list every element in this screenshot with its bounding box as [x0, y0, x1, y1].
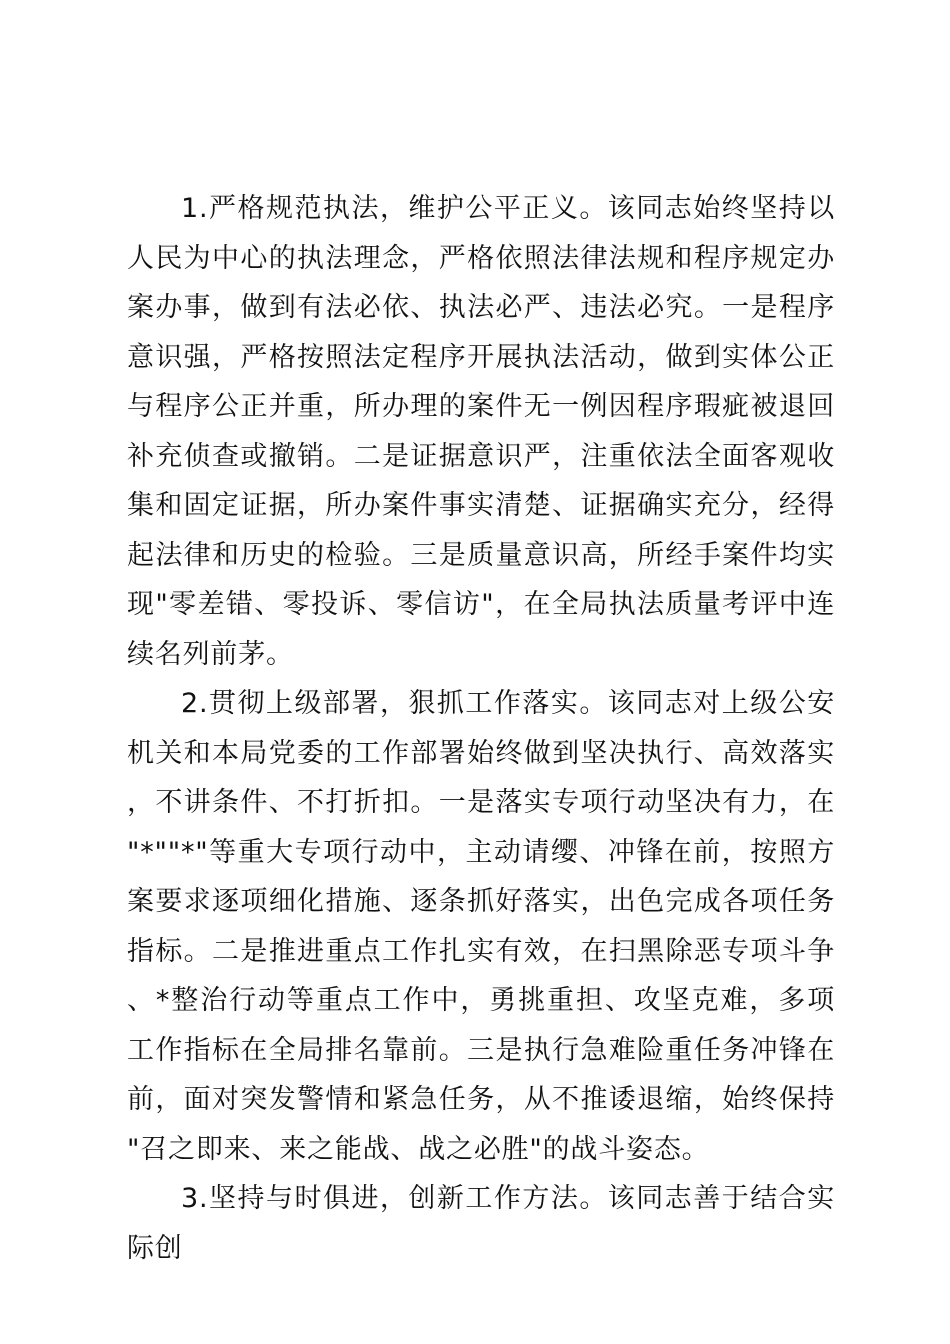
- document-page: [127, 184, 835, 1273]
- paragraph-implement-deployment: 2.贯彻上级部署，狠抓工作落实。该同志对上级公安机关和本局党委的工作部署始终做到坚决执行、高效落实，不讲条件、不打折扣。一是落实专项行动坚决有力，在"*""*"等重大专项行动中，主动请缨、冲锋在前，按照方案要求逐项细化措施、逐条抓好落实，出色完成各项任务指标。二是推进重点工作扎实有效，在扫黑除恶专项斗争、*整治行动等重点工作中，勇挑重担、攻坚克难，多项工作指标在全局排名靠前。三是执行急难险重任务冲锋在前，面对突发警情和紧急任务，从不推诿退缩，始终保持"召之即来、来之能战、战之必胜"的战斗姿态。: [127, 688, 835, 1165]
- paragraph-strict-law-enforcement: 1.严格规范执法，维护公平正义。该同志始终坚持以人民为中心的执法理念，严格依照法律法规和程序规定办案办事，做到有法必依、执法必严、违法必究。一是程序意识强，严格按照法定程序开展执法活动，做到实体公正与程序公正并重，所办理的案件无一例因程序瑕疵被退回补充侦查或撤销。二是证据意识严，注重依法全面客观收集和固定证据，所办案件事实清楚、证据确实充分，经得起法律和历史的检验。三是质量意识高，所经手案件均实现"零差错、零投诉、零信访"，在全局执法质量考评中连续名列前茅。: [127, 193, 835, 670]
- paragraph-innovate-methods: 3.坚持与时俱进，创新工作方法。该同志善于结合实际创: [127, 1183, 835, 1264]
